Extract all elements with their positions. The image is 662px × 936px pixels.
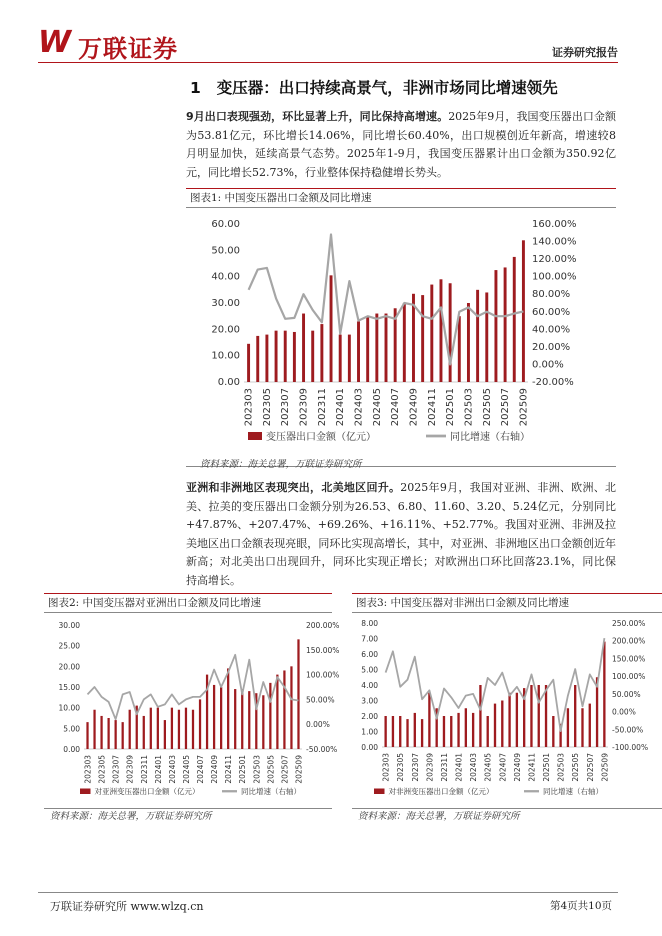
- left-axis-tick-label: 0.00: [217, 377, 240, 388]
- figure-1-title: 图表1: 中国变压器出口金额及同比增速: [186, 189, 616, 208]
- left-axis-tick-label: 20.00: [58, 662, 80, 672]
- left-axis-tick-label: 60.00: [211, 219, 240, 230]
- bar-202410: [421, 295, 424, 382]
- x-axis-tick-label: 202411: [527, 753, 537, 782]
- bar-202509: [297, 639, 299, 749]
- bar-202403: [171, 708, 173, 749]
- bar-202309: [302, 314, 305, 382]
- bar-202307: [115, 720, 117, 749]
- bar-202402: [164, 720, 166, 749]
- x-axis-tick-label: 202501: [542, 753, 552, 782]
- bar-202508: [596, 677, 598, 747]
- bar-202305: [399, 716, 401, 747]
- right-axis-tick-label: 250.00%: [612, 619, 646, 628]
- paragraph-regional-exports: [186, 479, 616, 591]
- x-axis-tick-label: 202401: [153, 755, 163, 784]
- bar-202306: [275, 331, 278, 382]
- bar-202504: [262, 695, 264, 749]
- paragraph-export-overview: [186, 108, 616, 182]
- bar-202407: [501, 701, 503, 748]
- bar-202412: [538, 685, 540, 747]
- x-axis-tick-label: 202305: [396, 753, 406, 782]
- bar-202312: [330, 275, 333, 382]
- bar-202407: [199, 699, 201, 749]
- header-divider: [38, 62, 618, 63]
- bar-202505: [574, 685, 576, 747]
- right-axis-tick-label: 150.00%: [306, 645, 340, 655]
- right-axis-tick-label: 120.00%: [532, 254, 577, 266]
- figure-2-source: 资料来源：海关总署，万联证券研究所: [50, 811, 212, 822]
- x-axis-tick-label: 202303: [243, 388, 255, 427]
- paragraph-lead: 亚洲和非洲地区表现突出，北美地区回升。: [186, 481, 401, 494]
- bar-202502: [552, 716, 554, 747]
- section-heading: [190, 76, 558, 98]
- right-axis-tick-label: 20.00%: [532, 341, 571, 353]
- company-logo-mark: W: [38, 25, 70, 60]
- left-axis-tick-label: 5.00: [63, 724, 80, 734]
- bar-202306: [406, 719, 408, 747]
- x-axis-tick-label: 202509: [600, 753, 610, 782]
- right-axis-tick-label: -50.00%: [612, 725, 644, 735]
- bar-202309: [428, 693, 430, 747]
- bar-202501: [449, 283, 452, 382]
- right-axis-tick-label: 0.00%: [306, 720, 330, 730]
- bar-202307: [284, 331, 287, 382]
- bar-202506: [494, 270, 497, 382]
- x-axis-tick-label: 202309: [298, 388, 310, 427]
- bar-202501: [545, 685, 547, 747]
- bar-202505: [485, 292, 488, 382]
- x-axis-tick-label: 202411: [224, 755, 234, 784]
- x-axis-tick-label: 202505: [266, 755, 276, 784]
- bar-202308: [293, 332, 296, 382]
- bar-202303: [86, 722, 88, 749]
- x-axis-tick-label: 202405: [181, 755, 191, 784]
- bar-202311: [143, 716, 145, 749]
- bar-202308: [421, 719, 423, 747]
- right-axis-tick-label: 100.00%: [532, 271, 577, 283]
- report-type-label: 证券研究报告: [552, 46, 618, 59]
- x-axis-tick-label: 202503: [252, 755, 262, 784]
- bar-202412: [234, 689, 236, 749]
- x-axis-tick-label: 202503: [556, 753, 566, 782]
- right-axis-tick-label: 100.00%: [612, 672, 646, 682]
- bar-202404: [178, 710, 180, 749]
- x-axis-tick-label: 202403: [469, 753, 479, 782]
- x-axis-tick-label: 202401: [335, 388, 347, 427]
- bar-202408: [508, 693, 510, 747]
- legend-bar-label: 对亚洲变压器出口金额（亿元）: [94, 787, 200, 796]
- legend-bar-swatch: [80, 789, 91, 795]
- bar-202406: [192, 710, 194, 749]
- right-axis-tick-label: 140.00%: [532, 236, 577, 248]
- right-axis-tick-label: 40.00%: [532, 324, 571, 336]
- right-axis-tick-label: 0.00%: [532, 359, 564, 371]
- x-axis-tick-label: 202507: [280, 755, 290, 784]
- left-axis-tick-label: 40.00: [211, 271, 240, 283]
- bar-202409: [516, 693, 518, 747]
- x-axis-tick-label: 202303: [381, 753, 391, 782]
- x-axis-tick-label: 202311: [139, 755, 149, 784]
- x-axis-tick-label: 202501: [445, 388, 457, 427]
- right-axis-tick-label: 80.00%: [532, 289, 571, 301]
- x-axis-tick-label: 202309: [425, 753, 435, 782]
- figure-1-chart: [186, 208, 616, 458]
- legend-line-label: 同比增速（右轴）: [543, 787, 603, 796]
- x-axis-tick-label: 202505: [481, 388, 493, 427]
- left-axis-tick-label: 7.00: [361, 634, 378, 644]
- bar-202307: [414, 713, 416, 747]
- bar-202305: [100, 716, 102, 749]
- bar-202406: [385, 314, 388, 382]
- bar-202504: [567, 708, 569, 747]
- legend-line-label: 同比增速（右轴）: [241, 787, 301, 796]
- paragraph-lead: 9月出口表现强劲，环比显著上升，同比保持高增速。: [186, 110, 449, 123]
- right-axis-tick-label: -100.00%: [612, 743, 649, 752]
- left-axis-tick-label: 5.00: [361, 665, 378, 675]
- x-axis-tick-label: 202507: [585, 753, 595, 782]
- legend-line-label: 同比增速（右轴）: [450, 432, 530, 443]
- left-axis-tick-label: 30.00: [58, 621, 80, 630]
- paragraph-body: 2025年9月，我国变压器出口金额为53.81亿元，环比增长14.06%，同比增长60.40%，出口规模创近年新高，增速较8月明显加快，延续高景气态势。2025年1-9月，我国变压器累计出口金额为350.92亿元，同比增长52.73%，行业整体保持稳健增长势头。: [186, 110, 617, 179]
- right-axis-tick-label: 0.00%: [612, 707, 636, 717]
- x-axis-tick-label: 202507: [500, 388, 512, 427]
- bar-202311: [443, 716, 445, 747]
- bar-202506: [581, 708, 583, 747]
- bar-202412: [440, 279, 443, 382]
- bar-202401: [339, 335, 342, 382]
- left-axis-tick-label: 1.00: [361, 727, 378, 737]
- bar-202506: [276, 675, 278, 749]
- figure-1: [186, 188, 616, 467]
- bar-202507: [589, 704, 591, 747]
- x-axis-tick-label: 202405: [483, 753, 493, 782]
- x-axis-tick-label: 202407: [390, 388, 402, 427]
- bar-202306: [107, 718, 109, 749]
- bar-202508: [290, 666, 292, 749]
- bar-202508: [513, 257, 516, 382]
- bar-202304: [256, 336, 259, 382]
- bar-202405: [185, 708, 187, 749]
- figure-2-chart: [44, 613, 340, 803]
- bar-202312: [150, 708, 152, 749]
- x-axis-tick-label: 202509: [518, 388, 530, 427]
- bar-202304: [93, 710, 95, 749]
- bar-202410: [220, 687, 222, 749]
- section-title-text: 变压器：出口持续高景气，非洲市场同比增速领先: [216, 79, 558, 97]
- bar-202310: [311, 331, 314, 382]
- x-axis-tick-label: 202307: [111, 755, 121, 784]
- figure-2: [44, 593, 340, 809]
- figure-1-source: 资料来源：海关总署，万联证券研究所: [200, 459, 362, 470]
- bar-202405: [487, 716, 489, 747]
- x-axis-tick-label: 202411: [426, 388, 438, 427]
- bar-202411: [430, 285, 433, 382]
- left-axis-tick-label: 15.00: [58, 683, 80, 692]
- right-axis-tick-label: 50.00%: [612, 689, 641, 699]
- x-axis-tick-label: 202305: [261, 388, 273, 427]
- bar-202405: [375, 314, 378, 382]
- bar-202303: [247, 344, 250, 382]
- figure-3: [352, 593, 662, 809]
- bar-202403: [357, 321, 360, 382]
- left-axis-tick-label: 50.00: [211, 245, 240, 257]
- x-axis-tick-label: 202309: [125, 755, 135, 784]
- bar-202409: [213, 685, 215, 749]
- bar-202501: [241, 689, 243, 749]
- x-axis-tick-label: 202405: [371, 388, 383, 427]
- right-axis-tick-label: 200.00%: [306, 621, 340, 630]
- x-axis-tick-label: 202305: [97, 755, 107, 784]
- figure-2-title: 图表2: 中国变压器对亚洲出口金额及同比增速: [44, 594, 332, 613]
- legend-bar-label: 对非洲变压器出口金额（亿元）: [388, 787, 494, 796]
- right-axis-tick-label: -50.00%: [306, 745, 338, 754]
- bar-202308: [122, 722, 124, 749]
- bar-202401: [157, 708, 159, 749]
- left-axis-tick-label: 6.00: [361, 650, 378, 659]
- x-axis-tick-label: 202407: [498, 753, 508, 782]
- x-axis-tick-label: 202403: [353, 388, 365, 427]
- bar-202401: [457, 713, 459, 747]
- company-logo-text: 万联证券: [78, 35, 178, 63]
- x-axis-tick-label: 202409: [408, 388, 420, 427]
- left-axis-tick-label: 2.00: [361, 712, 378, 721]
- right-axis-tick-label: 150.00%: [612, 654, 646, 664]
- bar-202504: [476, 290, 479, 382]
- legend-bar-swatch: [374, 789, 385, 795]
- left-axis-tick-label: 20.00: [211, 324, 240, 336]
- bar-202305: [265, 335, 268, 382]
- x-axis-tick-label: 202303: [83, 755, 93, 784]
- left-axis-tick-label: 10.00: [58, 703, 80, 713]
- left-axis-tick-label: 3.00: [361, 696, 378, 706]
- left-axis-tick-label: 10.00: [211, 350, 240, 362]
- bar-202402: [348, 335, 351, 382]
- x-axis-tick-label: 202311: [439, 753, 449, 782]
- right-axis-tick-label: 160.00%: [532, 219, 577, 230]
- footer-divider: [38, 892, 618, 893]
- x-axis-tick-label: 202409: [210, 755, 220, 784]
- left-axis-tick-label: 8.00: [361, 619, 378, 628]
- bar-202404: [366, 316, 369, 382]
- bar-202411: [530, 685, 532, 747]
- left-axis-tick-label: 0.00: [63, 745, 80, 754]
- bar-202406: [494, 704, 496, 747]
- left-axis-tick-label: 30.00: [211, 298, 240, 309]
- right-axis-tick-label: 100.00%: [306, 670, 340, 680]
- x-axis-tick-label: 202311: [316, 388, 328, 427]
- x-axis-tick-label: 202503: [463, 388, 475, 427]
- left-axis-tick-label: 0.00: [361, 743, 378, 752]
- x-axis-tick-label: 202401: [454, 753, 464, 782]
- bar-202408: [403, 303, 406, 382]
- bar-202502: [458, 316, 461, 382]
- x-axis-tick-label: 202501: [238, 755, 248, 784]
- bar-202402: [465, 708, 467, 747]
- bar-202503: [467, 303, 470, 382]
- x-axis-tick-label: 202509: [294, 755, 304, 784]
- bar-202303: [384, 716, 386, 747]
- right-axis-tick-label: -20.00%: [532, 377, 574, 388]
- x-axis-tick-label: 202409: [512, 753, 522, 782]
- x-axis-tick-label: 202403: [167, 755, 177, 784]
- paragraph-body: 2025年9月，我国对亚洲、非洲、欧洲、北美、拉美的变压器出口金额分别为26.53、6.80、11.60、3.20、5.24亿元，分别同比+47.87%、+207.47%、+69.26%、+16.11%、+52.77%。我国对亚洲、非洲及拉美地区出口金额表现亮眼，同环比实现高增长，其中，对亚洲、非洲地区出口金额创近年新高；对北美出口出现回升，同环比实现正增长；对欧洲出口环比回落23.1%，同比保持高增长。: [186, 481, 616, 587]
- right-axis-tick-label: 200.00%: [612, 636, 646, 646]
- bar-202304: [392, 716, 394, 747]
- bar-202403: [472, 713, 474, 747]
- footer-page-number: 第4页共10页: [549, 900, 612, 912]
- footer-company-website: 万联证券研究所 www.wlzq.cn: [50, 900, 204, 913]
- bar-202507: [504, 267, 507, 382]
- bar-202312: [450, 716, 452, 747]
- bar-202411: [227, 668, 229, 749]
- bar-202309: [129, 710, 131, 749]
- right-axis-tick-label: 50.00%: [306, 695, 335, 705]
- left-axis-tick-label: 4.00: [361, 681, 378, 690]
- growth-rate-line: [88, 655, 299, 719]
- legend-bar-swatch: [248, 432, 262, 440]
- x-axis-tick-label: 202505: [571, 753, 581, 782]
- x-axis-tick-label: 202307: [410, 753, 420, 782]
- bar-202505: [269, 683, 271, 749]
- left-axis-tick-label: 25.00: [58, 641, 80, 651]
- figure-3-chart: [352, 613, 662, 803]
- x-axis-tick-label: 202407: [196, 755, 206, 784]
- bar-202509: [603, 642, 605, 747]
- legend-bar-label: 变压器出口金额（亿元）: [266, 432, 376, 443]
- figure-3-title: 图表3: 中国变压器对非洲出口金额及同比增速: [352, 594, 662, 613]
- figure-3-source: 资料来源：海关总署，万联证券研究所: [358, 811, 520, 822]
- bar-202507: [283, 670, 285, 749]
- right-axis-tick-label: 60.00%: [532, 306, 571, 318]
- bar-202311: [320, 324, 323, 382]
- bar-202502: [248, 691, 250, 749]
- bar-202404: [479, 685, 481, 747]
- x-axis-tick-label: 202307: [280, 388, 292, 427]
- section-number: 1: [190, 79, 201, 97]
